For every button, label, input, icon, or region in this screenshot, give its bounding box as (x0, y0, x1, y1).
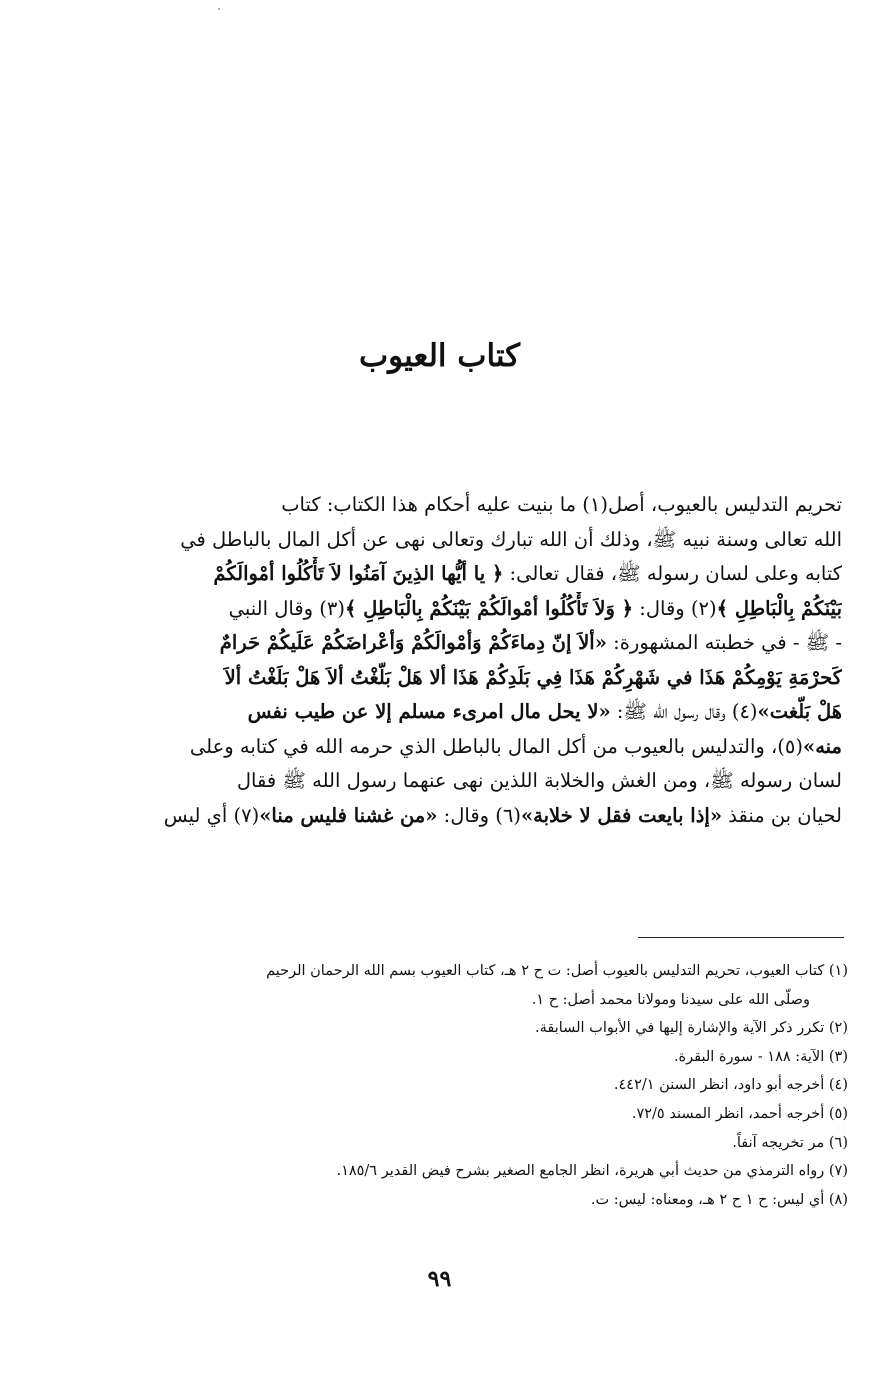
body-line (126, 764, 842, 799)
quoted-text: هَلْ بَلّغت» (757, 700, 842, 723)
body-line (126, 730, 842, 765)
body-text-segment: ما بنيت عليه أحكام هذا الكتاب: كتاب (281, 493, 583, 516)
quoted-text: منه» (803, 734, 842, 758)
footnote: (٣) الآية: ١٨٨ - سورة البقرة. (673, 1048, 848, 1065)
footnote: (٥) أخرجه أحمد، انظر المسند ٧٢/٥. (631, 1105, 848, 1122)
body-line (126, 626, 842, 661)
body-line (126, 488, 842, 523)
quoted-text: بَيْنَكُمْ بِالْبَاطِلِ ﴾ (716, 596, 842, 620)
quoted-text: «من غشنا فليس منا» (259, 803, 438, 827)
footnote: (٤) أخرجه أبو داود، انظر السنن ٤٤٢/١. (613, 1077, 848, 1094)
footnote: (١) كتاب العيوب، تحريم التدليس بالعيوب أصل: ت ح ٢ هـ، كتاب العيوب بسم الله الرحمان الرحيم (266, 963, 848, 979)
quoted-text: كَحرْمَةِ يَوْمِكُمْ هَذَا في شَهْرِكُمْ هَذَا فِي بَلَدِكُمْ هَذَا ألا هَلْ بَلّغْتُ ألاَ هَلْ بَلَغْتُ ألاَ (224, 665, 842, 689)
footnote: (٦) مر تخريجه آنفاً. (732, 1134, 848, 1151)
page-number: ٩٩ (427, 1266, 452, 1292)
body-text-segment: (٣) وقال النبي (228, 596, 345, 620)
footnote: وصلّى الله على سيدنا ومولانا محمد أصل: ح ١. (531, 991, 810, 1008)
body-line (126, 592, 842, 627)
quoted-text: «إذا بايعت فقل لا خلابة» (520, 803, 723, 827)
footnote: (٧) رواه الترمذي من حديث أبي هريرة، انظر الجامع الصغير بشرح فيض القدير ١٨٥/٦. (336, 1163, 848, 1180)
footnotes (120, 957, 848, 1214)
body-text-segment: (١) (582, 493, 608, 516)
body-text-segment: (٤) وقال رسول الله ﷺ: (610, 700, 758, 723)
body-text-segment: - ﷺ - في خطبته المشهورة: (606, 631, 842, 654)
body-text-segment: (٥)، والتدليس بالعيوب من أكل المال بالباطل الذي حرمه الله في كتابه وعلى (189, 734, 804, 758)
body-line (126, 661, 842, 696)
body-text-segment: (٢) وقال: (633, 596, 717, 620)
quoted-text: «لا يحل مال امرىء مسلم إلا عن طيب نفس (247, 700, 611, 723)
body-text-segment: كتابه وعلى لسان رسوله ﷺ، فقال تعالى: (503, 562, 842, 585)
chapter-title: كتاب العيوب (358, 338, 521, 374)
quoted-text: «ألاَ إنّ دِماءَكُمْ وَأمْوالَكُمْ وَأعْراضَكُمْ عَلَيكُمْ حَرامٌ (219, 631, 607, 654)
quoted-text: ﴿ وَلاَ تَأْكُلُوا أمْوالَكُمْ بَيْنَكُمْ بِالْبَاطِلِ ﴾ (344, 596, 634, 620)
body-text-segment: (٧) أي ليس (163, 803, 260, 827)
body-text (126, 488, 842, 833)
footnote: (٢) تكرر ذكر الآية والإشارة إليها في الأبواب السابقة. (535, 1020, 848, 1037)
body-text-segment: لحيان بن منقذ (722, 803, 842, 827)
body-line (126, 695, 842, 730)
body-line (126, 523, 842, 558)
body-text-segment: تحريم التدليس بالعيوب، أصل (607, 493, 842, 516)
body-line (126, 799, 842, 834)
body-text-segment: لسان رسوله ﷺ، ومن الغش والخلابة اللذين نهى عنهما رسول الله ﷺ فقال (236, 769, 842, 792)
body-line (126, 557, 842, 592)
footnote: (٨) أي ليس: ح ١ ح ٢ هـ، ومعناه: ليس: ت. (590, 1191, 848, 1208)
body-text-segment: الله تعالى وسنة نبيه ﷺ، وذلك أن الله تبارك وتعالى نهى عن أكل المال بالباطل في (180, 527, 842, 551)
footnote-divider (638, 937, 844, 938)
scan-speck (218, 8, 220, 10)
quoted-text: ﴿ يا أيُّها الذِينَ آمَنُوا لاَ تَأْكُلُوا أمْوالَكُمْ (213, 562, 504, 585)
body-text-segment: (٦) وقال: (437, 803, 521, 827)
